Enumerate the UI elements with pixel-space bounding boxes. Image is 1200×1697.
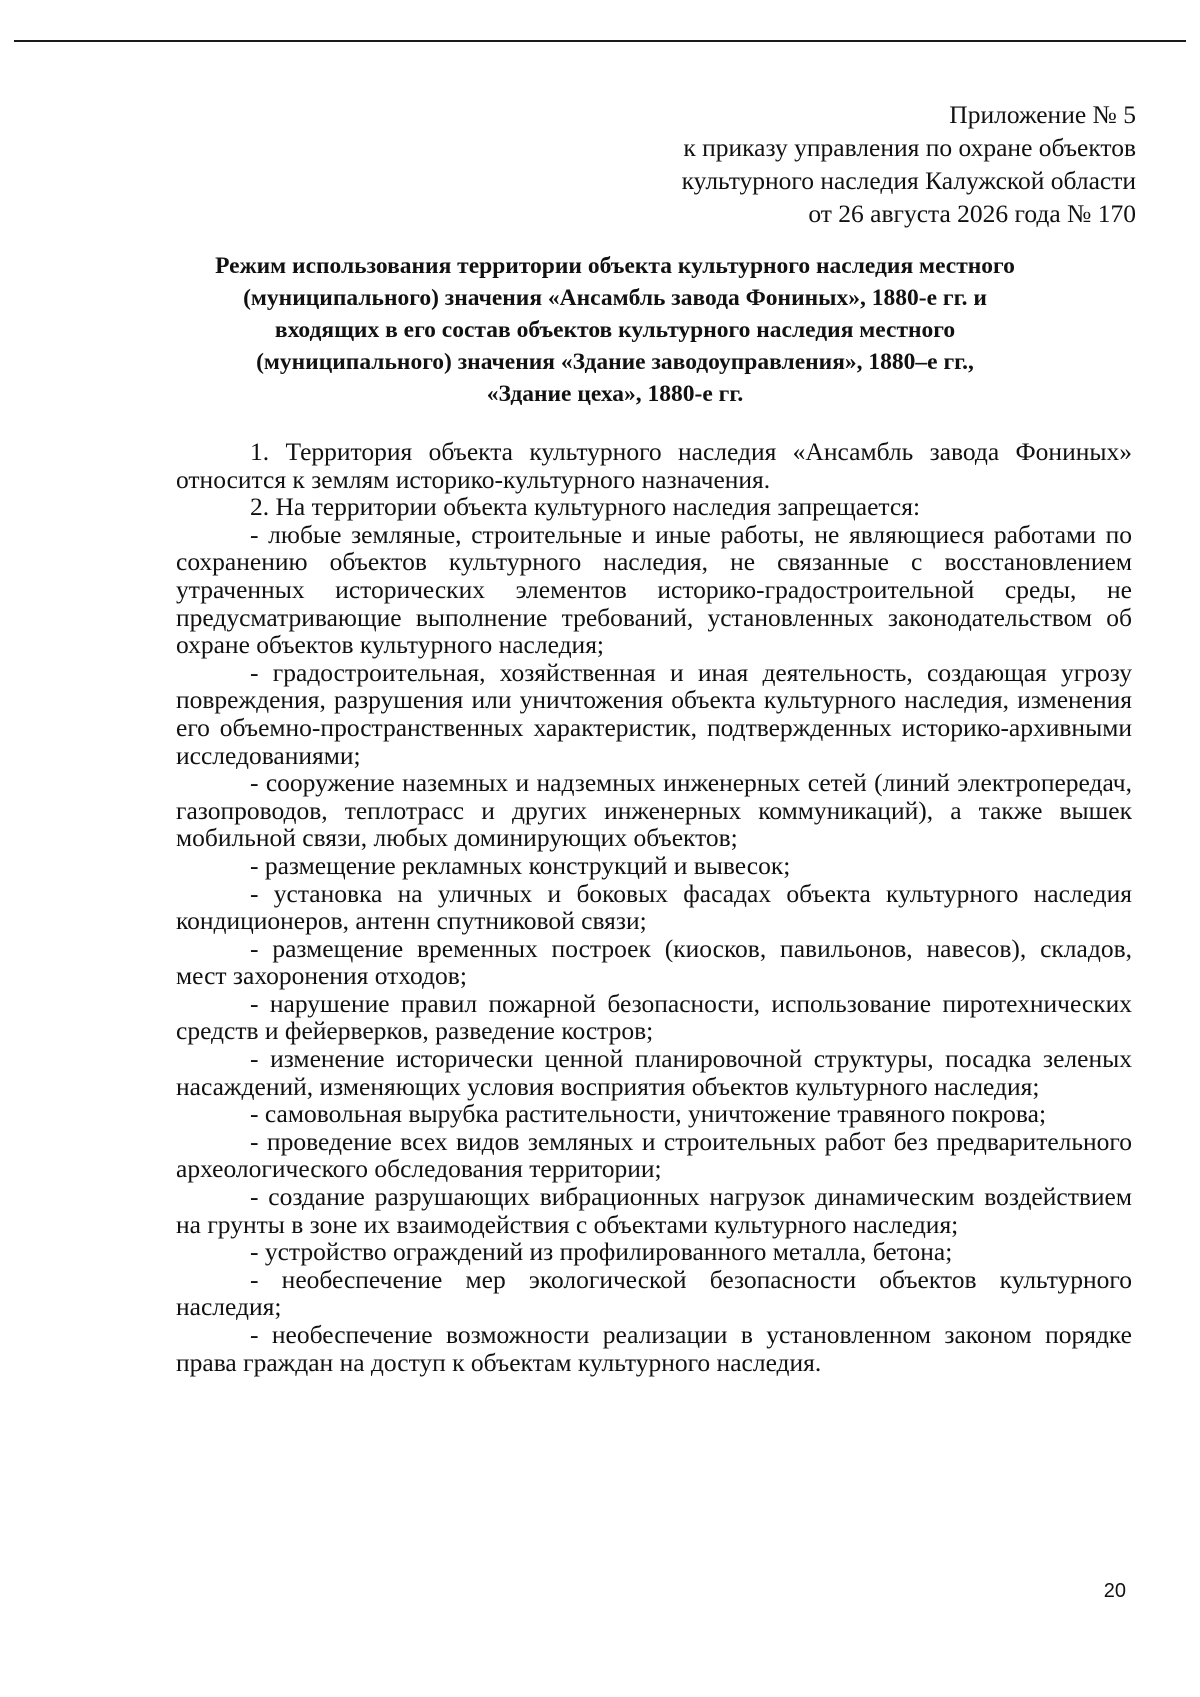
title-line: Режим использования территории объекта культурного наследия местного (215, 253, 1015, 279)
document-body (176, 438, 1132, 1376)
prohibition-item: - самовольная вырубка растительности, уничтожение травяного покрова; (250, 1099, 1047, 1129)
prohibition-item: - размещение временных построек (киосков, павильонов, навесов), складов, мест захоронения отходов; (176, 933, 1132, 991)
title-line: «Здание цеха», 1880-е гг. (486, 381, 744, 407)
prohibition-item: - градостроительная, хозяйственная и иная деятельность, создающая угрозу повреждения, разрушения или уничтожения объекта культурного наследия, изменения его объемно-пространственных характеристик, подтвержденных историко-архивными исследованиями; (176, 657, 1132, 770)
prohibition-item: - сооружение наземных и надземных инженерных сетей (линий электропередач, газопроводов, теплотрасс и других инженерных коммуникаций), а также вышек мобильной связи, любых доминирующих объектов; (176, 768, 1132, 853)
appendix-order-ref: к приказу управления по охране объектов (683, 133, 1136, 162)
prohibition-item: - нарушение правил пожарной безопасности, использование пиротехнических средств и фейерверков, разведение костров; (176, 988, 1132, 1046)
top-rule (14, 40, 1186, 42)
document-title (170, 250, 1060, 410)
prohibition-item: - любые земляные, строительные и иные работы, не являющиеся работами по сохранению объектов культурного наследия, не связанные с восстановлением утраченных исторических элементов историко-градостроительной среды, не предусматривающие выполнение требований, установленных законодательством об охране объектов культурного наследия; (176, 519, 1132, 660)
prohibition-item: - необеспечение мер экологической безопасности объектов культурного наследия; (176, 1264, 1132, 1322)
appendix-date: от 26 августа 2026 года № 170 (808, 199, 1136, 228)
title-line: (муниципального) значения «Здание заводоуправления», 1880–е гг., (256, 349, 974, 375)
appendix-header (682, 98, 1136, 230)
prohibition-item: - установка на уличных и боковых фасадах объекта культурного наследия кондиционеров, антенн спутниковой связи; (176, 878, 1132, 936)
title-line: (муниципального) значения «Ансамбль завода Фониных», 1880-е гг. и (243, 285, 987, 311)
appendix-authority: культурного наследия Калужской области (681, 166, 1136, 195)
title-line: входящих в его состав объектов культурного наследия местного (274, 317, 956, 343)
prohibition-item: - изменение исторически ценной планировочной структуры, посадка зеленых насаждений, изменяющих условия восприятия объектов культурного наследия; (176, 1044, 1132, 1101)
appendix-number: Приложение № 5 (949, 100, 1136, 129)
paragraph-territory: 1. Территория объекта культурного наследия «Ансамбль завода Фониных» относится к землям историко-культурного назначения. (176, 437, 1132, 494)
prohibition-item: - устройство ограждений из профилированного металла, бетона; (250, 1237, 953, 1267)
paragraph-prohibitions-intro: 2. На территории объекта культурного наследия запрещается: (250, 492, 921, 522)
prohibition-item: - необеспечение возможности реализации в установленном законом порядке права граждан на доступ к объектам культурного наследия. (176, 1320, 1132, 1377)
prohibition-item: - создание разрушающих вибрационных нагрузок динамическим воздействием на грунты в зоне их взаимодействия с объектами культурного наследия; (176, 1182, 1132, 1239)
page-number: 20 (1103, 1580, 1126, 1602)
prohibition-item: - размещение рекламных конструкций и вывесок; (250, 850, 791, 880)
prohibition-item: - проведение всех видов земляных и строительных работ без предварительного археологического обследования территории; (176, 1126, 1132, 1184)
